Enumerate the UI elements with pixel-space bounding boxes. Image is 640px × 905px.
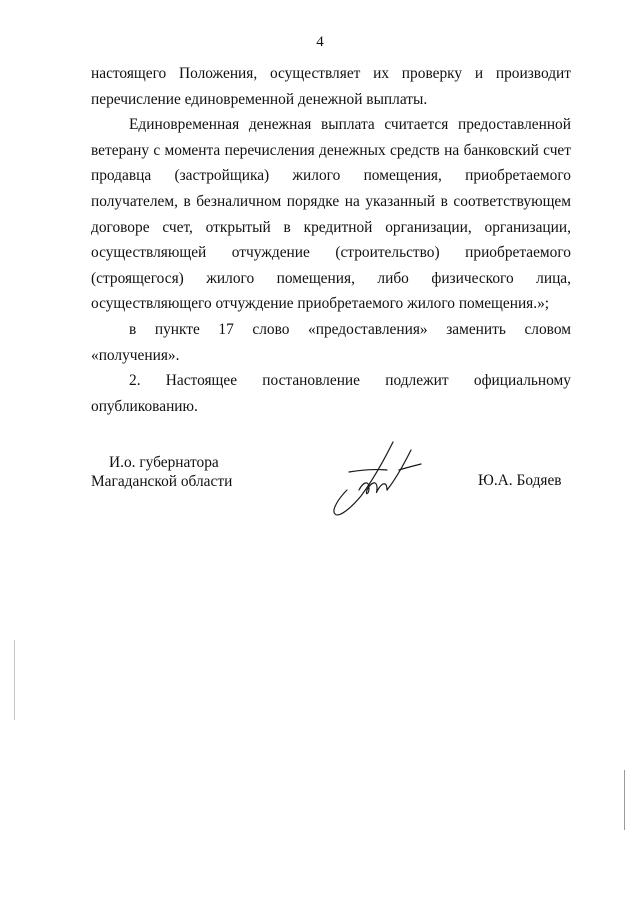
scan-artifact — [624, 770, 625, 830]
paragraph-item-17: в пункте 17 слово «предоставления» заменить словом «получения». — [91, 320, 571, 364]
signatory-title-line-1: И.о. губернатора — [109, 454, 219, 471]
paragraph-continuation: настоящего Положения, осуществляет их проверку и производит — [91, 65, 571, 82]
paragraph-payment-terms: Единовременная денежная выплата считается предоставленной ветерану с момента перечисления денежных средств на банковский счет продавца (застройщика) жилого помещения, приобретаемого получателем, в безналичном порядке на указанный в соответствующем договоре счет, открытый в кредитной организации, организации, осуществляющей отчуждение (строительство) приобретаемого (строящегося) жилого помещения, либо физического лица, осуществляющего отчуждение приобретаемого жилого помещения.»; — [91, 116, 571, 313]
scan-artifact — [14, 640, 15, 720]
signatory-title-line-2: Магаданской области — [91, 473, 233, 490]
signatory-name: Ю.А. Бодяев — [478, 472, 562, 489]
paragraph-publication: 2. Настоящее постановление подлежит официальному опубликованию. — [91, 372, 571, 415]
paragraph-continuation-end: перечисление единовременной денежной выплаты. — [91, 90, 428, 108]
handwritten-signature-icon — [325, 436, 435, 527]
page-number: 4 — [316, 34, 324, 50]
signatory-title — [91, 453, 232, 491]
document-body — [91, 61, 571, 419]
